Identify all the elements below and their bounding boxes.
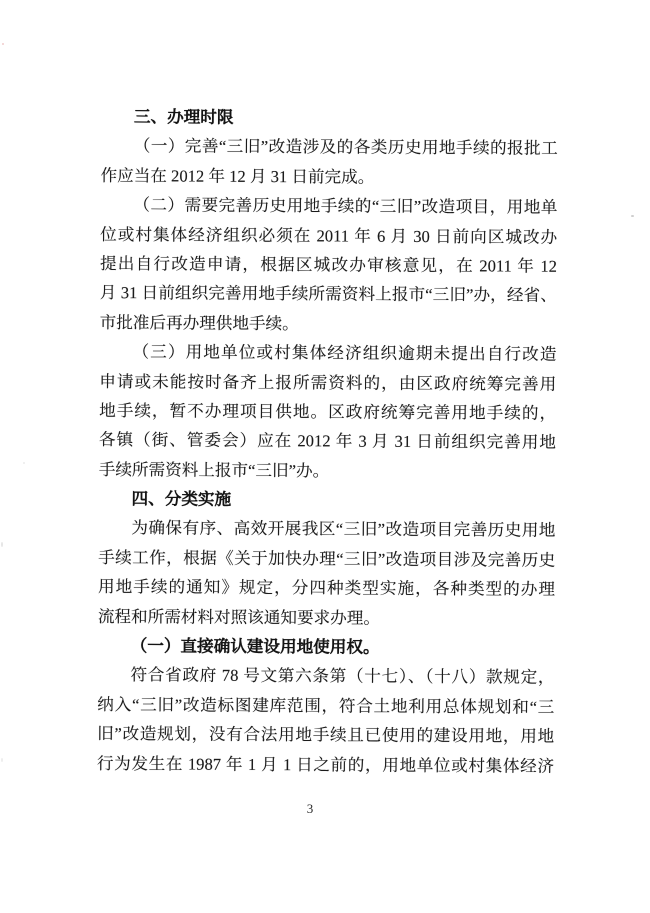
text-line: 市批准后再办理供地手续。: [99, 312, 299, 333]
scan-artifact: [2, 43, 4, 45]
text-line: 各镇（街、管委会）应在 2012 年 3 月 31 日前组织完善用地: [98, 430, 556, 453]
text-line: （一）完善“三旧”改造涉及的各类历史用地手续的报批工: [133, 136, 558, 159]
scan-artifact: [1, 758, 3, 762]
text-line: 旧”改造规划，没有合法用地手续且已使用的建设用地，用地: [97, 724, 555, 746]
page-number: 3: [306, 801, 314, 816]
text-line: （三）用地单位或村集体经济组织逾期未提出自行改造: [132, 342, 557, 364]
section-heading: 三、办理时限: [133, 107, 234, 127]
text-line: 行为发生在 1987 年 1 月 1 日之前的，用地单位或村集体经济: [96, 753, 555, 776]
document-body: [97, 102, 558, 781]
text-line: 为确保有序、高效开展我区“三旧”改造项目完善历史用地: [131, 518, 556, 541]
scan-artifact: [23, 462, 25, 464]
text-line: 流程和所需材料对照该通知要求办理。: [97, 606, 381, 628]
text-line: 位或村集体经济组织必须在 2011 年 6 月 30 日前向区城改办: [100, 224, 558, 247]
text-line: 月 31 日前组织完善用地手续所需资料上报市“三旧”办，经省、: [99, 283, 557, 306]
text-line: 手续工作，根据《关于加快办理“三旧”改造项目涉及完善历史: [98, 547, 556, 570]
scan-artifact: [631, 215, 634, 217]
text-line: 纳入“三旧”改造标图建库范围，符合土地利用总体规划和“三: [97, 694, 555, 717]
section-heading: 四、分类实施: [131, 489, 232, 509]
text-line: 申请或未能按时备齐上报所需资料的，由区政府统筹完善用: [99, 371, 557, 394]
text-line: （二）需要完善历史用地手续的“三旧”改造项目，用地单: [133, 195, 558, 217]
text-line: 提出自行改造申请，根据区城改办审核意见，在 2011 年 12: [99, 253, 558, 276]
text-line: 作应当在 2012 年 12 月 31 日前完成。: [100, 165, 375, 187]
text-line: 地手续，暂不办理项目供地。区政府统筹完善用地手续的，: [99, 400, 557, 423]
scan-artifact: [1, 542, 3, 547]
text-line: 手续所需资料上报市“三旧”办。: [98, 459, 330, 481]
subsection-heading: （一）直接确认建设用地使用权。: [130, 636, 380, 657]
text-line: 用地手续的通知》规定，分四种类型实施，各种类型的办理: [97, 577, 556, 600]
text-line: 符合省政府 78 号文第六条第（十七）、（十八）款规定，: [130, 665, 555, 688]
